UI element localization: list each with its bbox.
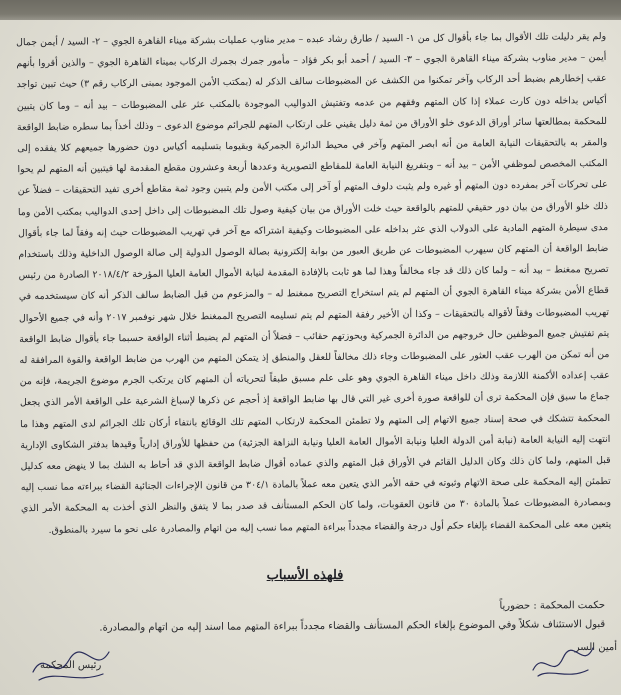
court-secretary-label: أمين السر (574, 642, 617, 653)
judgment-reasoning-paragraph: ولم يقر دليلت تلك الأقوال بما جاء بأقوال كل من ١- السيد / طارق رشاد عبده – مدير مناوب عمليات بشركة ميناء القاهرة الجوي – ٢- السيد / أيمن جمال أيمن – مدير مناوب بشركة ميناء القاهرة الجوي – ٣- السيد / أحمد أبو بكر فؤاد – مأمور جمرك بجمرك الركاب بميناء القاهرة الجوي – والذين أقروا بأنهم عقب إخطارهم بضبط أحد الركاب وآخر تمكنوا من الكشف عن المضبوطات سالف الذكر له (بمكتب الأمن الموجود بمبنى الركاب رقم ٣) حيث تبين تواجد أكياس بداخله دون كارت عملاء إذا كان المتهم وفقهم من عدمه وتفتيش الدواليب الموجودة بالمكتب عثر على المضبوطات – بيد أنه – وما كان يتبين للمحكمة بمطالعتها سائر أوراق الدعوى خلو الأوراق من ثمة دليل يقيني على ارتكاب المتهم للجرائم موضوع الدعوى – وذلك أخذاً بما سطره ضابط الواقعة والمقر به بالتحقيقات النيابة العامة من أنه ابصر المتهم وآخر في محيط الدائرة الجمركية وبقيوما بتسليمه أكياس دون حضورها جميعهم كلا يفقده إلى المكتب المخصص لموظفي الأمن – بيد أنه – وبتفريغ النيابة العامة للمقاطع التصويرية وعددها أربعة وعشرون مقطع المقدمة لها فيتبين أنه المتهم لم يحوا على تحركات آخر بمفرده دون المتهم أو غيره ولم يثبت دلوف المتهم أو آخر إلى مكتب الأمن ولم يتبين وجود ثمة مقاطع أخرى تفيد التحقيقات – فضلاً عن ذلك خلو الأوراق من بيان دور حقيقي للمتهم بالواقعة حيث خلت الأوراق من بيان كيفية وصول تلك المضبوطات إلى داخل إحدى الدواليب بمكتب الأمن وما مدى سيطرة المتهم المادية على الدولاب الذي عثر بداخله على المضبوطات وكيفية اشتراكه مع آخر في تهريب المضبوطات حيث إنه وفقاً لما جاء بأقوال ضابط الواقعة أن المتهم كان سيهرب المضبوطات عن طريق العبور من بوابة إلكترونية بصالة الوصول الدولية إلى صالة الوصول الداخلية وذلك باستخدام تصريح ممغنط – بيد أنه – ولما كان ذلك قد جاء مخالفاً وهذا لما هو ثابت بالإفادة المقدمة لنيابة الأموال العامة العليا المؤرخة ٢٠١٨/٤/٢ الصادرة من رئيس قطاع الأمن بشركة ميناء القاهرة الجوي أن المتهم لم يتم استخراج التصريح ممغنط له – والمزعوم من قبل الضابط سالف الذكر أنه كان سيستخدمه في تهريب المضبوطات وفقاً لأقواله بالتحقيقات – وكذا أن الأخير رفقة المتهم لم يتم تسليمه التصريح الممغنط خلال شهر نوفمبر ٢٠١٧ وأنه في جميع الأحوال يتم تفتيش جميع الموظفين حال خروجهم من الدائرة الجمركية وبحوزتهم حقائب – فضلاً أن المتهم لم يضبط أثناء الواقعة حسبما جاء بأقوال ضابط الواقعة من أنه تمكن من الهرب عقب العثور على المضبوطات وجاء ذلك مخالفاً للعقل والمنطق إذ يتمكن المتهم من الهرب من ضابط الواقعة والقوة المرافقة له عقب إعداده الأكمنة اللازمة وذلك داخل ميناء القاهرة الجوي وهو على علم مسبق طبقاً لتحرياته أن المتهم كان يرتكب الجرم موضوع الجريمة، فإنه من جماع ما سبق فإن المحكمة ترى أن للواقعة صورة أخرى غير التي قال بها ضابط الواقعة إذ أحجم عن ذكرها لإسباغ الشرعية على الواقعة الأمر الذي يجعل المحكمة تتشكك في صحة إسناد جميع الاتهام إلى المتهم ولا تطمئن المحكمة لارتكاب المتهم تلك الوقائع بانتفاء أركان تلك الجرائم لدى المتهم وهذا ما انتهت إليه النيابة العامة (نيابة أمن الدولة العليا ونيابة الأموال العامة العليا ونيابة النزاهة الجزئية) من حفظها للأوراق إدارياً وقيدها بدفتر الشكاوى الإدارية قبل المتهم، ولما كان ذلك وكان الدليل القائم في الأوراق قبل المتهم والذي عماده أقوال ضابط الواقعة الذي قد أحاط به الشك بما لا ينهض معه كدليل تطمئن إليه المحكمة على صحة الاتهام وثبوته في حقه الأمر الذي يتعين معه عملاً بالمادة ٣٠٤/١ من قانون الإجراءات الجنائية القضاء ببراءته مما نسب إليه وبمصادرة المضبوطات عملاً بالمادة ٣٠ من قانون العقوبات، ولما كان الحكم المستأنف قد صدر بما لا يتفق والنظر الذي أخذت به المحكمة الأمر الذي يتعين معه على المحكمة القضاء بإلغاء حكم أول درجة والقضاء مجدداً ببراءة المتهم مما نسب إليه من اتهام والمصادرة على نحو ما سيرد بالمنطوق. (16, 30, 612, 536)
verdict-intro: حكمت المحكمة : حضورياً (499, 599, 606, 612)
court-president-label: رئيس المحكمة (40, 660, 102, 671)
reasons-heading: فلهذه الأسباب (266, 568, 344, 583)
verdict-section (20, 596, 605, 638)
verdict-body: قبول الاستئناف شكلاً وفي الموضوع بإلغاء الحكم المستأنف والقضاء مجدداً ببراءة المتهم مما اسند إليه من اتهام والمصادرة. (99, 618, 606, 634)
